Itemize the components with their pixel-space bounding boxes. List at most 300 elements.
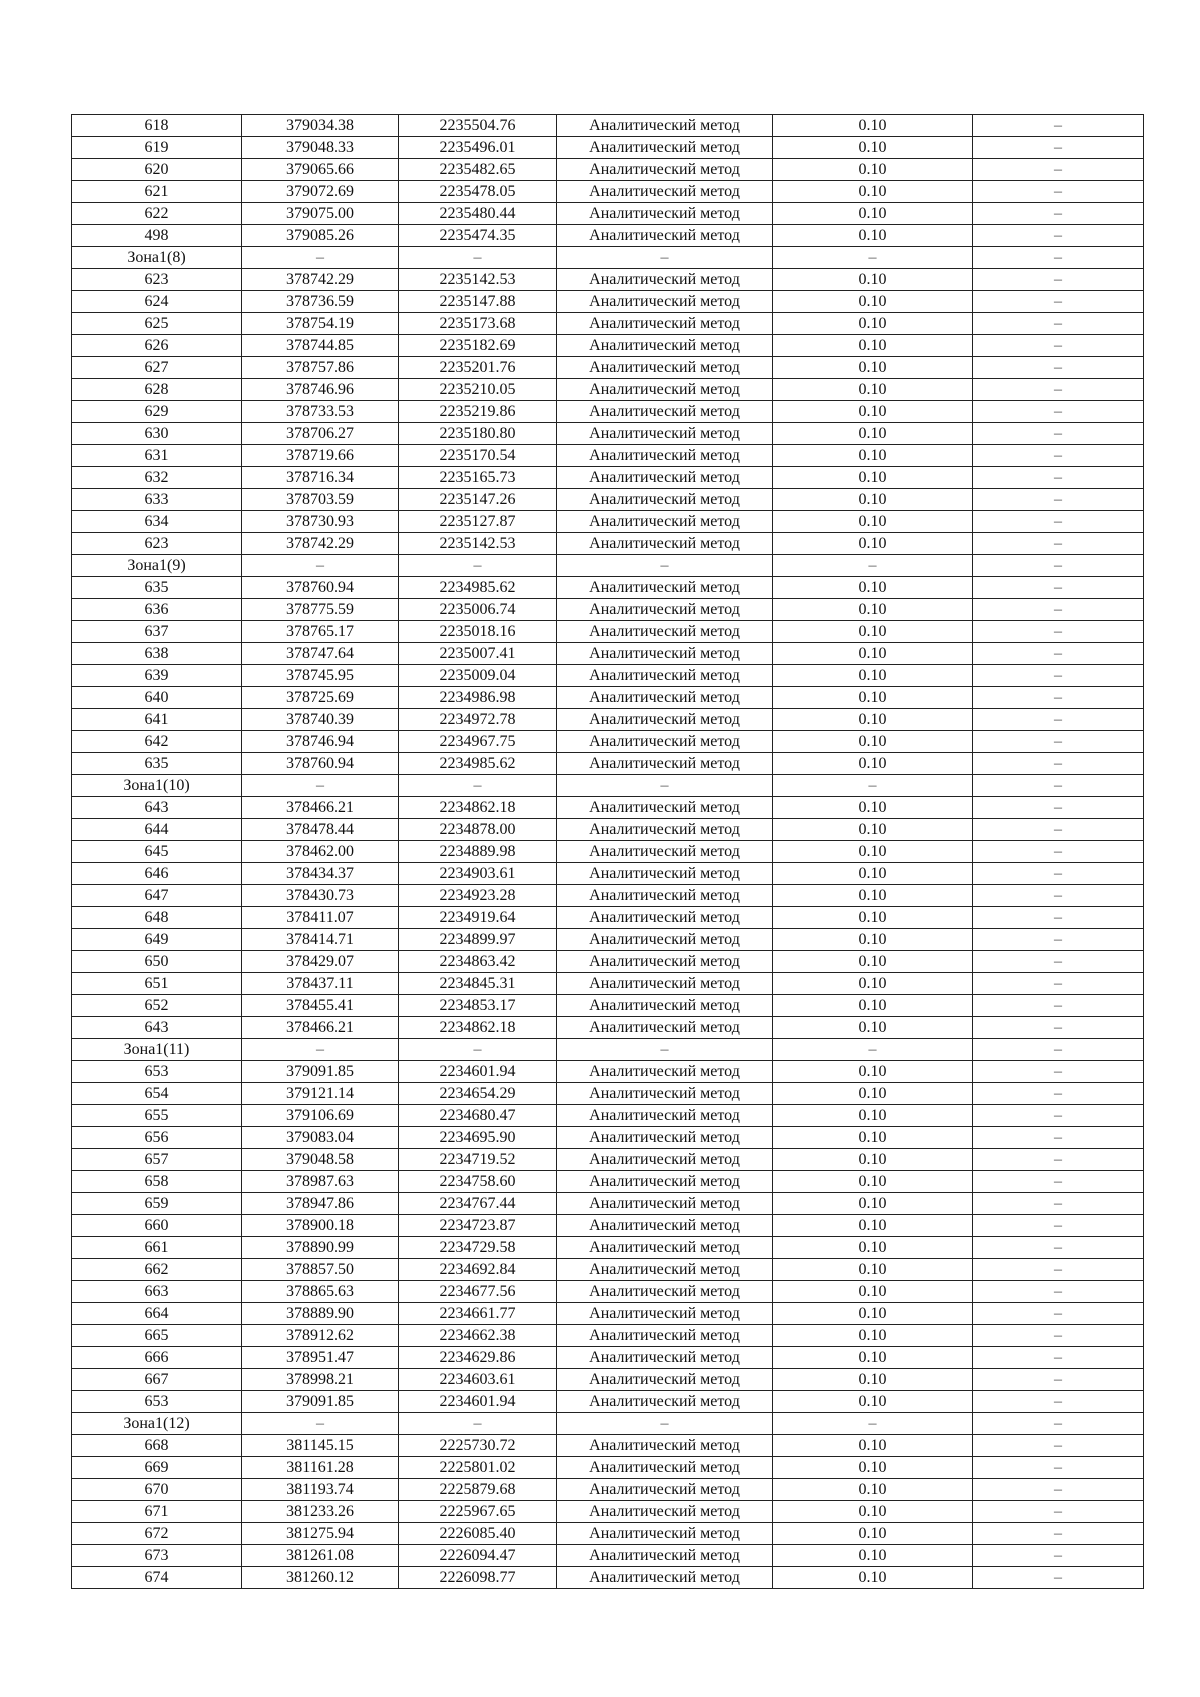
note-cell: – [973, 1061, 1144, 1083]
table-row [72, 1479, 1144, 1501]
table-row [72, 577, 1144, 599]
y-coordinate-cell: 2234862.18 [399, 1017, 557, 1039]
point-number-cell: Зона1(12) [72, 1413, 242, 1435]
y-coordinate-cell: 2235219.86 [399, 401, 557, 423]
table-row [72, 1193, 1144, 1215]
note-cell: – [973, 1215, 1144, 1237]
x-coordinate-cell: 379091.85 [242, 1061, 399, 1083]
point-number-cell: 638 [72, 643, 242, 665]
y-coordinate-cell: 2234919.64 [399, 907, 557, 929]
accuracy-cell: 0.10 [773, 1435, 973, 1457]
accuracy-cell: – [773, 1039, 973, 1061]
x-coordinate-cell: 379091.85 [242, 1391, 399, 1413]
note-cell: – [973, 137, 1144, 159]
x-coordinate-cell: 378890.99 [242, 1237, 399, 1259]
accuracy-cell: 0.10 [773, 1479, 973, 1501]
point-number-cell: 620 [72, 159, 242, 181]
method-cell: Аналитический метод [557, 1523, 773, 1545]
point-number-cell: 654 [72, 1083, 242, 1105]
note-cell: – [973, 1127, 1144, 1149]
x-coordinate-cell: 379106.69 [242, 1105, 399, 1127]
point-number-cell: 624 [72, 291, 242, 313]
accuracy-cell: 0.10 [773, 863, 973, 885]
y-coordinate-cell: 2234680.47 [399, 1105, 557, 1127]
point-number-cell: 621 [72, 181, 242, 203]
note-cell: – [973, 555, 1144, 577]
y-coordinate-cell: 2235170.54 [399, 445, 557, 467]
point-number-cell: 665 [72, 1325, 242, 1347]
method-cell: Аналитический метод [557, 115, 773, 137]
method-cell: Аналитический метод [557, 379, 773, 401]
table-row [72, 1259, 1144, 1281]
note-cell: – [973, 1039, 1144, 1061]
note-cell: – [973, 423, 1144, 445]
method-cell: Аналитический метод [557, 357, 773, 379]
point-number-cell: 672 [72, 1523, 242, 1545]
table-body [72, 115, 1144, 1589]
method-cell: Аналитический метод [557, 643, 773, 665]
note-cell: – [973, 819, 1144, 841]
x-coordinate-cell: 378703.59 [242, 489, 399, 511]
y-coordinate-cell: 2235173.68 [399, 313, 557, 335]
accuracy-cell: 0.10 [773, 423, 973, 445]
note-cell: – [973, 445, 1144, 467]
point-number-cell: 625 [72, 313, 242, 335]
x-coordinate-cell: 381275.94 [242, 1523, 399, 1545]
x-coordinate-cell: 378947.86 [242, 1193, 399, 1215]
method-cell: Аналитический метод [557, 951, 773, 973]
note-cell: – [973, 115, 1144, 137]
table-row [72, 467, 1144, 489]
note-cell: – [973, 357, 1144, 379]
note-cell: – [973, 401, 1144, 423]
x-coordinate-cell: 378987.63 [242, 1171, 399, 1193]
x-coordinate-cell: 381193.74 [242, 1479, 399, 1501]
accuracy-cell: 0.10 [773, 1171, 973, 1193]
table-row [72, 159, 1144, 181]
x-coordinate-cell: 379121.14 [242, 1083, 399, 1105]
method-cell: Аналитический метод [557, 401, 773, 423]
method-cell: Аналитический метод [557, 1149, 773, 1171]
note-cell: – [973, 335, 1144, 357]
note-cell: – [973, 489, 1144, 511]
method-cell: Аналитический метод [557, 1083, 773, 1105]
point-number-cell: 627 [72, 357, 242, 379]
note-cell: – [973, 1259, 1144, 1281]
method-cell: Аналитический метод [557, 731, 773, 753]
x-coordinate-cell: – [242, 555, 399, 577]
point-number-cell: 645 [72, 841, 242, 863]
note-cell: – [973, 181, 1144, 203]
note-cell: – [973, 1149, 1144, 1171]
zone-header-row [72, 247, 1144, 269]
y-coordinate-cell: 2235142.53 [399, 269, 557, 291]
y-coordinate-cell: 2234889.98 [399, 841, 557, 863]
table-row [72, 1435, 1144, 1457]
table-row [72, 357, 1144, 379]
x-coordinate-cell: 378429.07 [242, 951, 399, 973]
accuracy-cell: 0.10 [773, 313, 973, 335]
accuracy-cell: 0.10 [773, 159, 973, 181]
note-cell: – [973, 995, 1144, 1017]
table-row [72, 1017, 1144, 1039]
table-row [72, 1171, 1144, 1193]
note-cell: – [973, 1501, 1144, 1523]
accuracy-cell: – [773, 1413, 973, 1435]
accuracy-cell: 0.10 [773, 1105, 973, 1127]
accuracy-cell: 0.10 [773, 577, 973, 599]
accuracy-cell: 0.10 [773, 995, 973, 1017]
point-number-cell: 669 [72, 1457, 242, 1479]
accuracy-cell: 0.10 [773, 115, 973, 137]
note-cell: – [973, 599, 1144, 621]
point-number-cell: 636 [72, 599, 242, 621]
point-number-cell: 657 [72, 1149, 242, 1171]
y-coordinate-cell: 2235201.76 [399, 357, 557, 379]
accuracy-cell: – [773, 555, 973, 577]
y-coordinate-cell: 2226085.40 [399, 1523, 557, 1545]
method-cell: Аналитический метод [557, 1215, 773, 1237]
y-coordinate-cell: 2234862.18 [399, 797, 557, 819]
point-number-cell: 651 [72, 973, 242, 995]
table-row [72, 1391, 1144, 1413]
y-coordinate-cell: 2235474.35 [399, 225, 557, 247]
note-cell: – [973, 1237, 1144, 1259]
note-cell: – [973, 775, 1144, 797]
table-row [72, 335, 1144, 357]
table-row [72, 401, 1144, 423]
method-cell: Аналитический метод [557, 313, 773, 335]
table-row [72, 841, 1144, 863]
note-cell: – [973, 1479, 1144, 1501]
method-cell: Аналитический метод [557, 1193, 773, 1215]
y-coordinate-cell: 2234972.78 [399, 709, 557, 731]
point-number-cell: 650 [72, 951, 242, 973]
note-cell: – [973, 1523, 1144, 1545]
x-coordinate-cell: – [242, 1039, 399, 1061]
x-coordinate-cell: 378434.37 [242, 863, 399, 885]
x-coordinate-cell: 378733.53 [242, 401, 399, 423]
point-number-cell: 628 [72, 379, 242, 401]
point-number-cell: 661 [72, 1237, 242, 1259]
table-row [72, 137, 1144, 159]
method-cell: Аналитический метод [557, 1237, 773, 1259]
method-cell: – [557, 555, 773, 577]
point-number-cell: 666 [72, 1347, 242, 1369]
accuracy-cell: 0.10 [773, 1303, 973, 1325]
note-cell: – [973, 863, 1144, 885]
x-coordinate-cell: 378411.07 [242, 907, 399, 929]
table-row [72, 291, 1144, 313]
note-cell: – [973, 665, 1144, 687]
y-coordinate-cell: 2225730.72 [399, 1435, 557, 1457]
note-cell: – [973, 1413, 1144, 1435]
note-cell: – [973, 533, 1144, 555]
x-coordinate-cell: 378889.90 [242, 1303, 399, 1325]
method-cell: Аналитический метод [557, 797, 773, 819]
y-coordinate-cell: 2225879.68 [399, 1479, 557, 1501]
y-coordinate-cell: 2234923.28 [399, 885, 557, 907]
accuracy-cell: 0.10 [773, 269, 973, 291]
x-coordinate-cell: 378742.29 [242, 533, 399, 555]
method-cell: Аналитический метод [557, 335, 773, 357]
method-cell: Аналитический метод [557, 753, 773, 775]
accuracy-cell: 0.10 [773, 1237, 973, 1259]
y-coordinate-cell: 2235009.04 [399, 665, 557, 687]
method-cell: Аналитический метод [557, 445, 773, 467]
accuracy-cell: 0.10 [773, 709, 973, 731]
y-coordinate-cell: – [399, 1039, 557, 1061]
point-number-cell: Зона1(8) [72, 247, 242, 269]
y-coordinate-cell: 2235180.80 [399, 423, 557, 445]
x-coordinate-cell: 379075.00 [242, 203, 399, 225]
y-coordinate-cell: 2234629.86 [399, 1347, 557, 1369]
y-coordinate-cell: 2235496.01 [399, 137, 557, 159]
method-cell: Аналитический метод [557, 1567, 773, 1589]
point-number-cell: 648 [72, 907, 242, 929]
y-coordinate-cell: 2235147.88 [399, 291, 557, 313]
coordinates-table [71, 114, 1144, 1589]
y-coordinate-cell: – [399, 1413, 557, 1435]
point-number-cell: 635 [72, 753, 242, 775]
note-cell: – [973, 1545, 1144, 1567]
point-number-cell: 671 [72, 1501, 242, 1523]
method-cell: Аналитический метод [557, 885, 773, 907]
x-coordinate-cell: 378900.18 [242, 1215, 399, 1237]
accuracy-cell: 0.10 [773, 885, 973, 907]
method-cell: – [557, 775, 773, 797]
table-row [72, 885, 1144, 907]
note-cell: – [973, 269, 1144, 291]
accuracy-cell: 0.10 [773, 181, 973, 203]
table-row [72, 1567, 1144, 1589]
zone-header-row [72, 775, 1144, 797]
point-number-cell: 630 [72, 423, 242, 445]
y-coordinate-cell: 2234662.38 [399, 1325, 557, 1347]
method-cell: Аналитический метод [557, 423, 773, 445]
accuracy-cell: – [773, 247, 973, 269]
table-row [72, 1501, 1144, 1523]
method-cell: Аналитический метод [557, 1105, 773, 1127]
table-row [72, 1149, 1144, 1171]
x-coordinate-cell: – [242, 775, 399, 797]
method-cell: – [557, 1039, 773, 1061]
point-number-cell: Зона1(11) [72, 1039, 242, 1061]
accuracy-cell: 0.10 [773, 731, 973, 753]
note-cell: – [973, 1281, 1144, 1303]
x-coordinate-cell: 381261.08 [242, 1545, 399, 1567]
accuracy-cell: 0.10 [773, 1567, 973, 1589]
accuracy-cell: 0.10 [773, 445, 973, 467]
point-number-cell: Зона1(9) [72, 555, 242, 577]
method-cell: Аналитический метод [557, 511, 773, 533]
table-row [72, 203, 1144, 225]
y-coordinate-cell: 2234986.98 [399, 687, 557, 709]
method-cell: Аналитический метод [557, 577, 773, 599]
method-cell: Аналитический метод [557, 533, 773, 555]
note-cell: – [973, 753, 1144, 775]
y-coordinate-cell: 2235504.76 [399, 115, 557, 137]
table-row [72, 1325, 1144, 1347]
y-coordinate-cell: 2235007.41 [399, 643, 557, 665]
y-coordinate-cell: – [399, 247, 557, 269]
x-coordinate-cell: 378740.39 [242, 709, 399, 731]
accuracy-cell: 0.10 [773, 1281, 973, 1303]
table-row [72, 599, 1144, 621]
table-row [72, 621, 1144, 643]
note-cell: – [973, 1567, 1144, 1589]
y-coordinate-cell: 2235165.73 [399, 467, 557, 489]
method-cell: Аналитический метод [557, 1171, 773, 1193]
accuracy-cell: 0.10 [773, 687, 973, 709]
point-number-cell: 622 [72, 203, 242, 225]
y-coordinate-cell: 2234692.84 [399, 1259, 557, 1281]
table-row [72, 1127, 1144, 1149]
y-coordinate-cell: 2225801.02 [399, 1457, 557, 1479]
method-cell: Аналитический метод [557, 665, 773, 687]
accuracy-cell: 0.10 [773, 1061, 973, 1083]
y-coordinate-cell: 2234661.77 [399, 1303, 557, 1325]
table-row [72, 929, 1144, 951]
note-cell: – [973, 1457, 1144, 1479]
accuracy-cell: 0.10 [773, 511, 973, 533]
note-cell: – [973, 929, 1144, 951]
point-number-cell: 653 [72, 1061, 242, 1083]
x-coordinate-cell: 378757.86 [242, 357, 399, 379]
note-cell: – [973, 1347, 1144, 1369]
method-cell: Аналитический метод [557, 819, 773, 841]
accuracy-cell: 0.10 [773, 819, 973, 841]
y-coordinate-cell: 2226094.47 [399, 1545, 557, 1567]
y-coordinate-cell: 2234845.31 [399, 973, 557, 995]
note-cell: – [973, 1017, 1144, 1039]
note-cell: – [973, 1325, 1144, 1347]
table-row [72, 379, 1144, 401]
accuracy-cell: 0.10 [773, 1347, 973, 1369]
zone-header-row [72, 1413, 1144, 1435]
x-coordinate-cell: 378746.94 [242, 731, 399, 753]
y-coordinate-cell: 2234767.44 [399, 1193, 557, 1215]
method-cell: Аналитический метод [557, 599, 773, 621]
accuracy-cell: 0.10 [773, 753, 973, 775]
y-coordinate-cell: 2226098.77 [399, 1567, 557, 1589]
table-row [72, 973, 1144, 995]
y-coordinate-cell: – [399, 555, 557, 577]
note-cell: – [973, 731, 1144, 753]
table-row [72, 731, 1144, 753]
point-number-cell: 659 [72, 1193, 242, 1215]
accuracy-cell: 0.10 [773, 1523, 973, 1545]
y-coordinate-cell: 2234729.58 [399, 1237, 557, 1259]
accuracy-cell: – [773, 775, 973, 797]
point-number-cell: 633 [72, 489, 242, 511]
table-row [72, 687, 1144, 709]
table-row [72, 907, 1144, 929]
y-coordinate-cell: 2235480.44 [399, 203, 557, 225]
x-coordinate-cell: 378760.94 [242, 753, 399, 775]
y-coordinate-cell: 2234967.75 [399, 731, 557, 753]
method-cell: Аналитический метод [557, 1061, 773, 1083]
accuracy-cell: 0.10 [773, 1457, 973, 1479]
method-cell: Аналитический метод [557, 1435, 773, 1457]
method-cell: Аналитический метод [557, 995, 773, 1017]
note-cell: – [973, 379, 1144, 401]
accuracy-cell: 0.10 [773, 907, 973, 929]
y-coordinate-cell: 2234723.87 [399, 1215, 557, 1237]
table-row [72, 643, 1144, 665]
x-coordinate-cell: 378760.94 [242, 577, 399, 599]
point-number-cell: 664 [72, 1303, 242, 1325]
x-coordinate-cell: 378478.44 [242, 819, 399, 841]
point-number-cell: 655 [72, 1105, 242, 1127]
method-cell: Аналитический метод [557, 1369, 773, 1391]
accuracy-cell: 0.10 [773, 973, 973, 995]
method-cell: Аналитический метод [557, 1391, 773, 1413]
point-number-cell: 623 [72, 533, 242, 555]
x-coordinate-cell: 379072.69 [242, 181, 399, 203]
note-cell: – [973, 1083, 1144, 1105]
point-number-cell: 641 [72, 709, 242, 731]
x-coordinate-cell: 378775.59 [242, 599, 399, 621]
method-cell: Аналитический метод [557, 137, 773, 159]
y-coordinate-cell: 2234603.61 [399, 1369, 557, 1391]
point-number-cell: 668 [72, 1435, 242, 1457]
method-cell: – [557, 247, 773, 269]
y-coordinate-cell: 2235478.05 [399, 181, 557, 203]
x-coordinate-cell: 378716.34 [242, 467, 399, 489]
x-coordinate-cell: 378951.47 [242, 1347, 399, 1369]
y-coordinate-cell: 2235147.26 [399, 489, 557, 511]
accuracy-cell: 0.10 [773, 379, 973, 401]
x-coordinate-cell: 378998.21 [242, 1369, 399, 1391]
accuracy-cell: 0.10 [773, 1369, 973, 1391]
table-row [72, 819, 1144, 841]
method-cell: Аналитический метод [557, 929, 773, 951]
point-number-cell: 644 [72, 819, 242, 841]
x-coordinate-cell: 381260.12 [242, 1567, 399, 1589]
table-row [72, 511, 1144, 533]
note-cell: – [973, 1391, 1144, 1413]
y-coordinate-cell: 2234903.61 [399, 863, 557, 885]
note-cell: – [973, 885, 1144, 907]
x-coordinate-cell: 378912.62 [242, 1325, 399, 1347]
table-row [72, 225, 1144, 247]
y-coordinate-cell: 2234719.52 [399, 1149, 557, 1171]
note-cell: – [973, 1435, 1144, 1457]
y-coordinate-cell: 2235142.53 [399, 533, 557, 555]
method-cell: Аналитический метод [557, 841, 773, 863]
point-number-cell: 631 [72, 445, 242, 467]
accuracy-cell: 0.10 [773, 533, 973, 555]
x-coordinate-cell: 378719.66 [242, 445, 399, 467]
table-row [72, 1215, 1144, 1237]
table-row [72, 313, 1144, 335]
method-cell: Аналитический метод [557, 621, 773, 643]
point-number-cell: 632 [72, 467, 242, 489]
point-number-cell: 643 [72, 797, 242, 819]
point-number-cell: 662 [72, 1259, 242, 1281]
accuracy-cell: 0.10 [773, 1149, 973, 1171]
point-number-cell: 637 [72, 621, 242, 643]
accuracy-cell: 0.10 [773, 335, 973, 357]
x-coordinate-cell: 378765.17 [242, 621, 399, 643]
y-coordinate-cell: 2235018.16 [399, 621, 557, 643]
accuracy-cell: 0.10 [773, 401, 973, 423]
y-coordinate-cell: 2234601.94 [399, 1061, 557, 1083]
accuracy-cell: 0.10 [773, 929, 973, 951]
x-coordinate-cell: 379085.26 [242, 225, 399, 247]
x-coordinate-cell: 378754.19 [242, 313, 399, 335]
